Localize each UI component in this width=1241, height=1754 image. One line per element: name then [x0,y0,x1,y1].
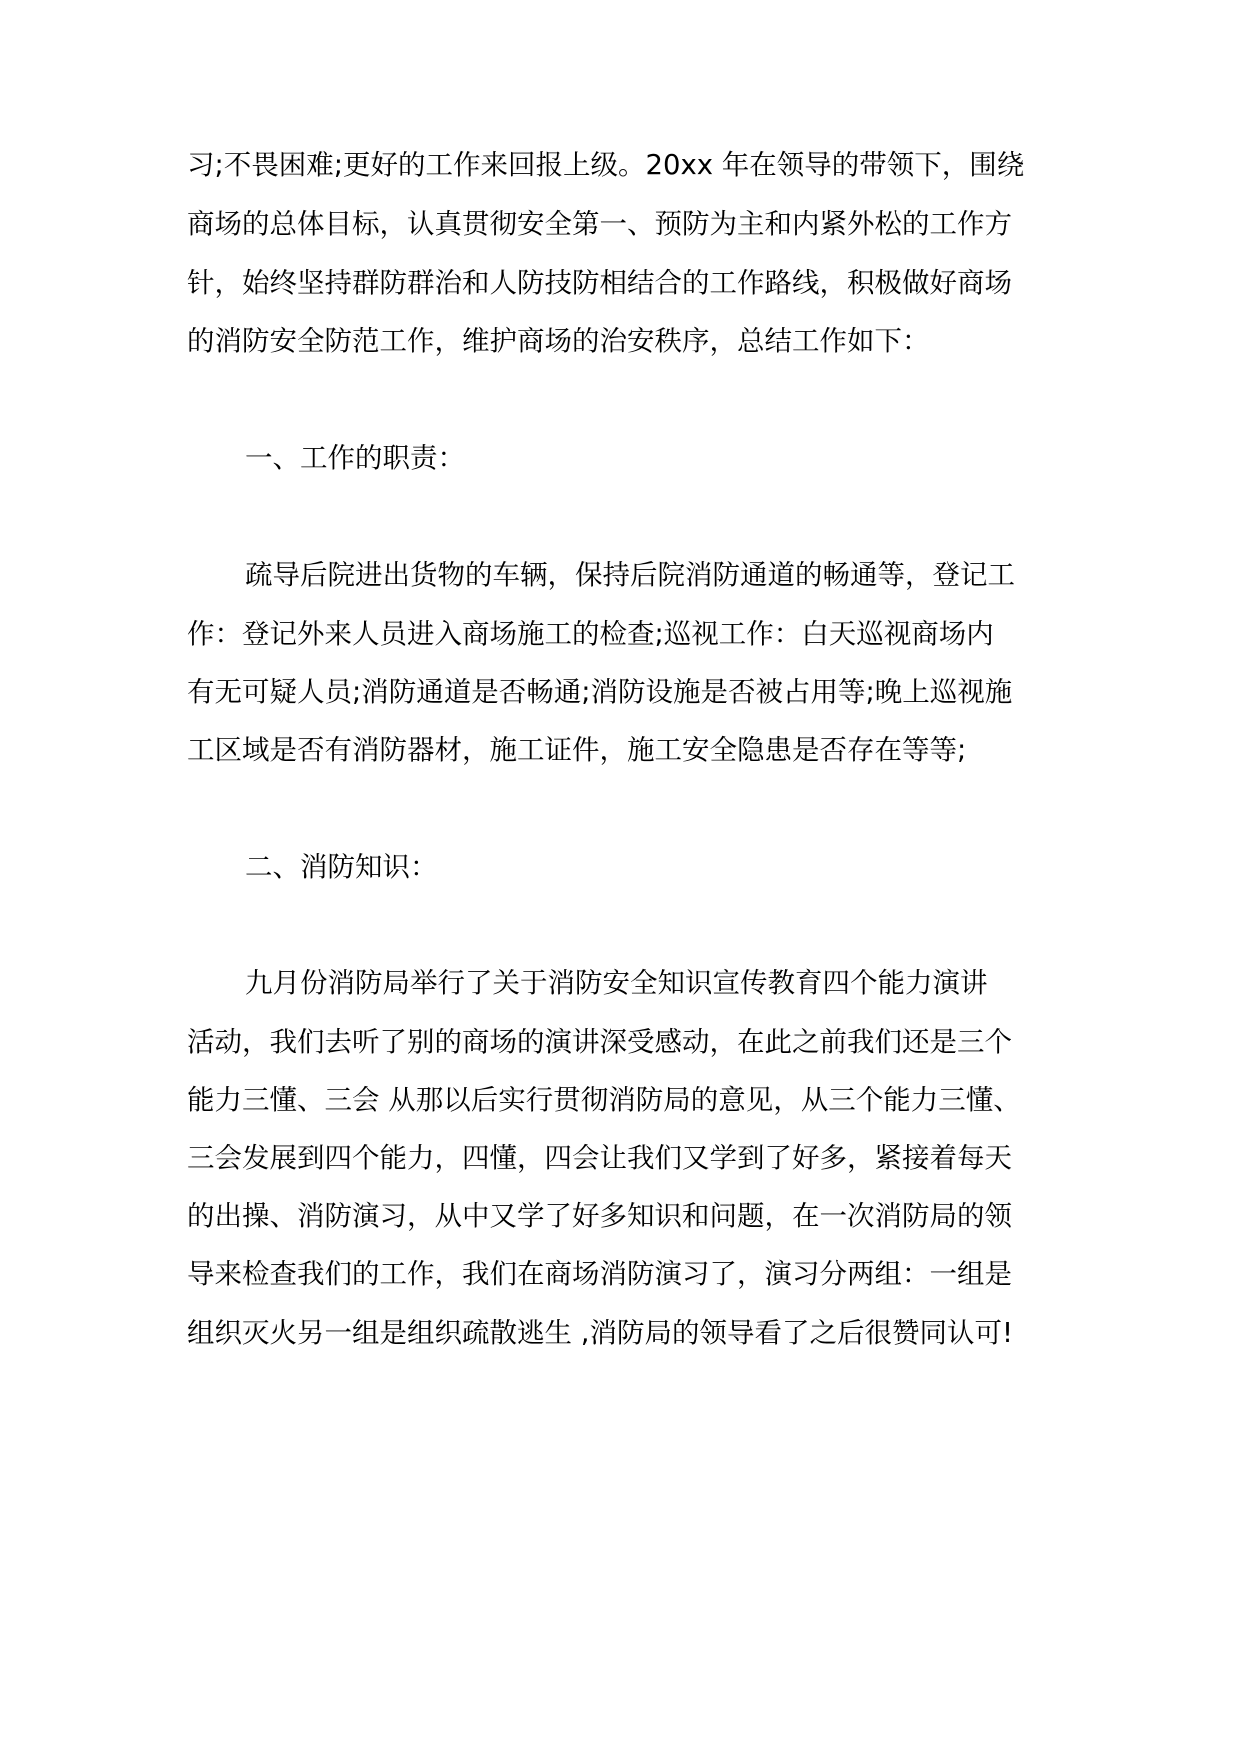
paragraph-3-line-3: 能力三懂、三会 从那以后实行贯彻消防局的意见，从三个能力三懂、 [187,1084,1021,1116]
paragraph-1-line-3: 针，始终坚持群防群治和人防技防相结合的工作路线，积极做好商场 [187,267,1012,299]
paragraph-3-line-1: 九月份消防局举行了关于消防安全知识宣传教育四个能力演讲 [245,967,988,999]
paragraph-3-line-2: 活动，我们去听了别的商场的演讲深受感动，在此之前我们还是三个 [187,1026,1012,1058]
paragraph-2-line-3: 有无可疑人员;消防通道是否畅通;消防设施是否被占用等;晚上巡视施 [187,676,1013,708]
paragraph-3-line-5: 的出操、消防演习，从中又学了好多知识和问题，在一次消防局的领 [187,1200,1012,1232]
paragraph-1-line-2: 商场的总体目标，认真贯彻安全第一、预防为主和内紧外松的工作方 [187,208,1012,240]
paragraph-2-line-4: 工区域是否有消防器材，施工证件，施工安全隐患是否存在等等; [187,734,967,766]
section-heading-fire-knowledge: 二、消防知识： [245,851,438,883]
section-heading-duties: 一、工作的职责： [245,442,465,474]
paragraph-3-line-6: 导来检查我们的工作，我们在商场消防演习了，演习分两组：一组是 [187,1258,1012,1290]
paragraph-3-line-4: 三会发展到四个能力，四懂，四会让我们又学到了好多，紧接着每天 [187,1142,1012,1174]
paragraph-1-line-4: 的消防安全防范工作，维护商场的治安秩序，总结工作如下： [187,325,930,357]
paragraph-3-line-7: 组织灭火另一组是组织疏散逃生 ,消防局的领导看了之后很赞同认可! [187,1317,1014,1349]
paragraph-2-line-2: 作：登记外来人员进入商场施工的检查;巡视工作：白天巡视商场内 [187,618,994,650]
paragraph-2-line-1: 疏导后院进出货物的车辆，保持后院消防通道的畅通等，登记工 [245,559,1015,591]
paragraph-1-line-1: 习;不畏困难;更好的工作来回报上级。20xx 年在领导的带领下，围绕 [187,149,1025,181]
